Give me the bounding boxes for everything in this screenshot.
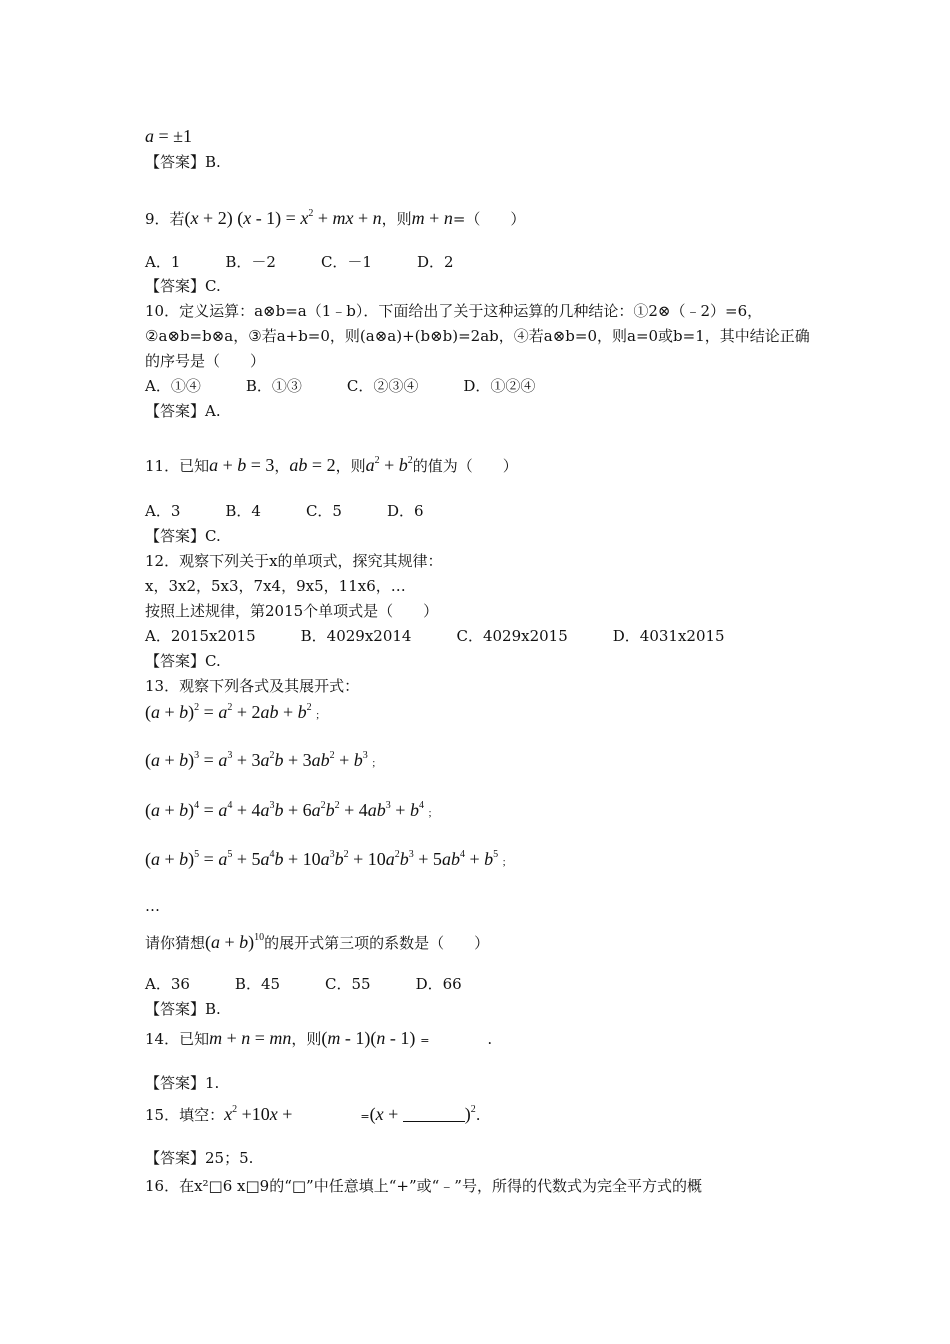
q13-suffix: 的展开式第三项的系数是（ ） [264, 934, 490, 952]
q11-suffix: 的值为（ ） [412, 457, 518, 475]
q10-options: A．①④ B．①③ C．②③④ D．①②④ [145, 377, 536, 395]
question-14: 14．已知m + n = mn，则(m - 1)(n - 1) = . [145, 1028, 493, 1048]
q15-blank [403, 1107, 465, 1122]
q15-prefix: 15．填空： [145, 1106, 225, 1124]
question-16: 16．在x²□6 x□9的“□”中任意填上“+”或“﹣”号，所得的代数式为完全平方式的概 [145, 1177, 702, 1195]
q9-options: A．1 B．－2 C．－1 D．2 [145, 253, 454, 271]
q10-line-1: 10．定义运算：a⊗b=a（1﹣b）．下面给出了关于这种运算的几种结论：①2⊗（﹣2）=6， [145, 302, 763, 320]
q13-ellipsis: … [145, 897, 160, 915]
q12-options: A．2015x2015 B．4029x2014 C．4029x2015 D．4031x2015 [145, 627, 725, 645]
answer-8: 【答案】B. [145, 153, 221, 171]
question-15: 15．填空：$x^2 +10x + =(x + )^2$. [145, 1104, 481, 1124]
q15-left-expression: $x^2 +10x$ + [224, 1104, 293, 1124]
q11-expression: $a^2 + b^2$ [365, 455, 413, 475]
q13-prefix: 请你猜想 [145, 934, 206, 952]
answer-11: 【答案】C. [145, 527, 221, 545]
q14-period: . [487, 1030, 493, 1048]
q10-line-2: ②a⊗b=b⊗a，③若a+b=0，则(a⊗a)+(b⊗b)=2ab，④若a⊗b=0，则a=0或b=1，其中结论正确 [145, 327, 810, 345]
expansion-power-5: $(a + b)^5 = a^5 + 5a^4b + 10a^3b^2 + 10a^2b^3 + 5ab^4 + b^5$ ; [145, 849, 506, 869]
answer-12: 【答案】C. [145, 652, 221, 670]
q11-given-2: ab = 2 [289, 455, 336, 475]
q9-suffix: =（ ） [452, 210, 526, 228]
q13-options: A．36 B．45 C．55 D．66 [145, 975, 462, 993]
q9-middle: ，则 [381, 210, 412, 228]
q11-options: A．3 B．4 C．5 D．6 [145, 502, 424, 520]
q15-right-expression: $(x + )^2$ [369, 1104, 476, 1124]
q9-prefix: 9．若 [145, 210, 185, 228]
q11-given-1: a + b = 3 [209, 455, 275, 475]
q12-line-2: x，3x2，5x3，7x4，9x5，11x6，… [145, 577, 406, 595]
answer-13: 【答案】B. [145, 1000, 221, 1018]
q13-line-1: 13．观察下列各式及其展开式： [145, 677, 360, 695]
q9-equation: (x + 2) $(x - 1) = x^2$ + mx + n [184, 208, 382, 228]
q14-given: m + n = mn [209, 1028, 292, 1048]
answer-15: 【答案】25；5. [145, 1149, 254, 1167]
q14-prefix: 14．已知 [145, 1030, 210, 1048]
expansion-power-2: $(a + b)^2 = a^2 + 2ab + b^2$ ; [145, 702, 320, 722]
expansion-power-3: $(a + b)^3 = a^3 + 3a^2b + 3ab^2 + b^3$ ; [145, 750, 376, 770]
q12-line-1: 12．观察下列关于x的单项式，探究其规律： [145, 552, 443, 570]
q9-mn: m + n [411, 208, 453, 228]
q10-line-3: 的序号是（ ） [145, 352, 266, 370]
q12-line-3: 按照上述规律，第2015个单项式是（ ） [145, 602, 439, 620]
answer-a-equation: a = ±1 [145, 126, 193, 146]
q14-middle: ，则 [291, 1030, 322, 1048]
q15-period: . [475, 1106, 481, 1124]
question-9 [145, 208, 525, 229]
answer-10: 【答案】A. [145, 402, 221, 420]
answer-14: 【答案】1. [145, 1074, 220, 1092]
expansion-power-4: $(a + b)^4 = a^4 + 4a^3b + 6a^2b^2 + 4ab^3 + b^4$ ; [145, 800, 432, 820]
question-13-guess [145, 932, 489, 953]
answer-9: 【答案】C. [145, 277, 221, 295]
q13-power-10: $(a + b)^{10}$ [205, 932, 265, 952]
q11-prefix: 11．已知 [145, 457, 210, 475]
question-11: 11．已知a + b = 3，ab = 2，则$a^2 + b^2$的值为（ ） [145, 455, 518, 475]
q14-expression: (m - 1)(n - 1) [321, 1028, 416, 1048]
